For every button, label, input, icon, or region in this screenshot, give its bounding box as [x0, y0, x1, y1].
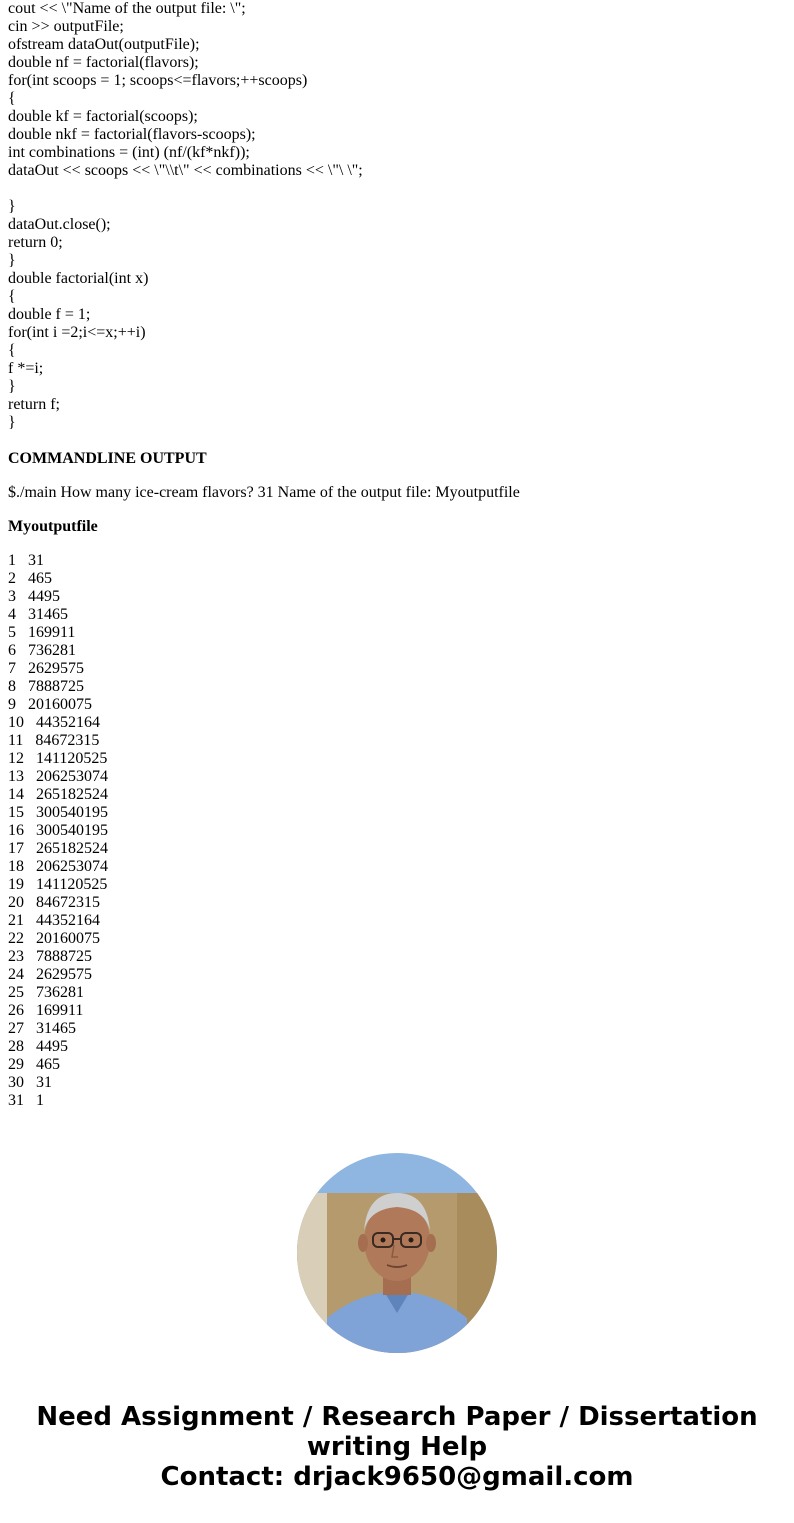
combinations-value: 4495: [36, 1038, 68, 1055]
combinations-value: 2629575: [36, 966, 92, 983]
code-line: return f;: [8, 396, 60, 413]
promo-line-2: writing Help: [306, 1432, 488, 1462]
scoops-value: 16: [8, 822, 24, 839]
output-row: [8, 606, 788, 624]
column-gap: [24, 1002, 36, 1019]
promo-banner: [0, 1402, 794, 1492]
output-row: [8, 588, 788, 606]
scoops-value: 27: [8, 1020, 24, 1037]
combinations-value: 1: [36, 1092, 44, 1109]
output-row: [8, 768, 788, 786]
scoops-value: 24: [8, 966, 24, 983]
column-gap: [16, 606, 28, 623]
combinations-value: 141120525: [36, 876, 108, 893]
code-line: dataOut.close();: [8, 216, 111, 233]
column-gap: [24, 750, 36, 767]
scoops-value: 11: [8, 732, 24, 749]
combinations-value: 84672315: [36, 894, 100, 911]
combinations-value: 300540195: [36, 822, 108, 839]
code-block: [8, 0, 788, 432]
output-row: [8, 822, 788, 840]
combinations-value: 465: [36, 1056, 60, 1073]
scoops-value: 12: [8, 750, 24, 767]
code-line: }: [8, 198, 16, 215]
code-line: double kf = factorial(scoops);: [8, 108, 198, 125]
scoops-value: 22: [8, 930, 24, 947]
promo-line-1: Need Assignment / Research Paper / Dissertation: [36, 1402, 758, 1432]
output-row: [8, 804, 788, 822]
code-line: ofstream dataOut(outputFile);: [8, 36, 200, 53]
scoops-value: 21: [8, 912, 24, 929]
scoops-value: 17: [8, 840, 24, 857]
code-line: cin >> outputFile;: [8, 18, 124, 35]
column-gap: [24, 1038, 36, 1055]
column-gap: [16, 588, 28, 605]
code-line: }: [8, 414, 16, 431]
code-line: return 0;: [8, 234, 63, 251]
combinations-value: 265182524: [36, 840, 108, 857]
output-row: [8, 642, 788, 660]
column-gap: [24, 894, 36, 911]
column-gap: [24, 714, 36, 731]
scoops-value: 26: [8, 1002, 24, 1019]
code-line: double factorial(int x): [8, 270, 149, 287]
combinations-value: 736281: [28, 642, 76, 659]
author-avatar-photo: [297, 1153, 497, 1353]
code-line: f *=i;: [8, 360, 44, 377]
output-row: [8, 714, 788, 732]
code-line: double nkf = factorial(flavors-scoops);: [8, 126, 256, 143]
column-gap: [16, 552, 28, 569]
column-gap: [24, 948, 36, 965]
code-line: }: [8, 252, 16, 269]
column-gap: [24, 876, 36, 893]
column-gap: [24, 966, 36, 983]
code-line: }: [8, 378, 16, 395]
column-gap: [24, 1020, 36, 1037]
combinations-value: 20160075: [28, 696, 92, 713]
scoops-value: 18: [8, 858, 24, 875]
output-row: [8, 876, 788, 894]
code-line: cout << \"Name of the output file: \";: [8, 0, 246, 17]
output-row: [8, 1020, 788, 1038]
scoops-value: 19: [8, 876, 24, 893]
code-line: for(int scoops = 1; scoops<=flavors;++scoops): [8, 72, 308, 89]
code-line: {: [8, 342, 16, 359]
scoops-value: 7: [8, 660, 16, 677]
scoops-value: 30: [8, 1074, 24, 1091]
output-row: [8, 1002, 788, 1020]
scoops-value: 13: [8, 768, 24, 785]
output-row: [8, 570, 788, 588]
code-line: int combinations = (int) (nf/(kf*nkf));: [8, 144, 250, 161]
combinations-value: 7888725: [28, 678, 84, 695]
column-gap: [24, 822, 36, 839]
output-row: [8, 966, 788, 984]
scoops-value: 2: [8, 570, 16, 587]
scoops-value: 10: [8, 714, 24, 731]
scoops-value: 31: [8, 1092, 24, 1109]
scoops-value: 28: [8, 1038, 24, 1055]
output-row: [8, 750, 788, 768]
combinations-value: 300540195: [36, 804, 108, 821]
column-gap: [16, 570, 28, 587]
column-gap: [24, 804, 36, 821]
scoops-value: 15: [8, 804, 24, 821]
scoops-value: 25: [8, 984, 24, 1001]
output-row: [8, 624, 788, 642]
code-line: {: [8, 288, 16, 305]
output-row: [8, 948, 788, 966]
output-row: [8, 660, 788, 678]
code-line: {: [8, 90, 16, 107]
scoops-value: 9: [8, 696, 16, 713]
code-line: dataOut << scoops << \"\\t\" << combinations << \"\ \";: [8, 162, 363, 179]
output-row: [8, 1092, 788, 1110]
output-row: [8, 732, 788, 750]
combinations-value: 2629575: [28, 660, 84, 677]
combinations-value: 206253074: [36, 858, 108, 875]
combinations-value: 44352164: [36, 912, 100, 929]
scoops-value: 23: [8, 948, 24, 965]
column-gap: [24, 930, 36, 947]
output-row: [8, 552, 788, 570]
combinations-value: 4495: [28, 588, 60, 605]
code-line: for(int i =2;i<=x;++i): [8, 324, 146, 341]
column-gap: [24, 912, 36, 929]
scoops-value: 20: [8, 894, 24, 911]
combinations-value: 265182524: [36, 786, 108, 803]
column-gap: [16, 642, 28, 659]
combinations-value: 31465: [28, 606, 68, 623]
commandline-output-heading: COMMANDLINE OUTPUT: [8, 450, 207, 467]
column-gap: [24, 768, 36, 785]
column-gap: [16, 660, 28, 677]
output-row: [8, 894, 788, 912]
column-gap: [24, 1074, 36, 1091]
column-gap: [24, 1092, 36, 1109]
column-gap: [24, 858, 36, 875]
output-row: [8, 696, 788, 714]
column-gap: [16, 624, 28, 641]
combinations-value: 169911: [28, 624, 76, 641]
promo-contact-line: Contact: drjack9650@gmail.com: [160, 1462, 634, 1492]
combinations-value: 7888725: [36, 948, 92, 965]
scoops-value: 1: [8, 552, 16, 569]
code-line: [8, 180, 788, 198]
combinations-value: 84672315: [35, 732, 100, 749]
column-gap: [23, 732, 35, 749]
column-gap: [16, 678, 28, 695]
code-line: double f = 1;: [8, 306, 91, 323]
combinations-value: 31: [28, 552, 44, 569]
scoops-value: 4: [8, 606, 16, 623]
commandline-output-text: $./main How many ice-cream flavors? 31 Name of the output file: Myoutputfile: [8, 484, 520, 501]
scoops-value: 5: [8, 624, 16, 641]
scoops-value: 6: [8, 642, 16, 659]
output-file-heading: Myoutputfile: [8, 518, 98, 535]
combinations-value: 465: [28, 570, 52, 587]
document-content: [8, 0, 788, 1110]
column-gap: [24, 840, 36, 857]
combinations-value: 141120525: [36, 750, 108, 767]
combinations-value: 31: [36, 1074, 52, 1091]
combinations-value: 169911: [36, 1002, 84, 1019]
output-row: [8, 1038, 788, 1056]
output-row: [8, 984, 788, 1002]
column-gap: [24, 786, 36, 803]
scoops-value: 14: [8, 786, 24, 803]
output-row: [8, 678, 788, 696]
combinations-value: 736281: [36, 984, 84, 1001]
scoops-value: 3: [8, 588, 16, 605]
combinations-value: 31465: [36, 1020, 76, 1037]
output-row: [8, 1074, 788, 1092]
output-row: [8, 912, 788, 930]
column-gap: [16, 696, 28, 713]
code-line: double nf = factorial(flavors);: [8, 54, 199, 71]
output-row: [8, 1056, 788, 1074]
combinations-value: 44352164: [36, 714, 100, 731]
combinations-value: 206253074: [36, 768, 108, 785]
output-row: [8, 930, 788, 948]
column-gap: [24, 1056, 36, 1073]
scoops-value: 8: [8, 678, 16, 695]
output-row: [8, 840, 788, 858]
column-gap: [24, 984, 36, 1001]
output-row: [8, 858, 788, 876]
output-row: [8, 786, 788, 804]
person-portrait-icon: [297, 1153, 497, 1353]
combinations-value: 20160075: [36, 930, 100, 947]
scoops-value: 29: [8, 1056, 24, 1073]
output-file-contents: [8, 552, 788, 1110]
